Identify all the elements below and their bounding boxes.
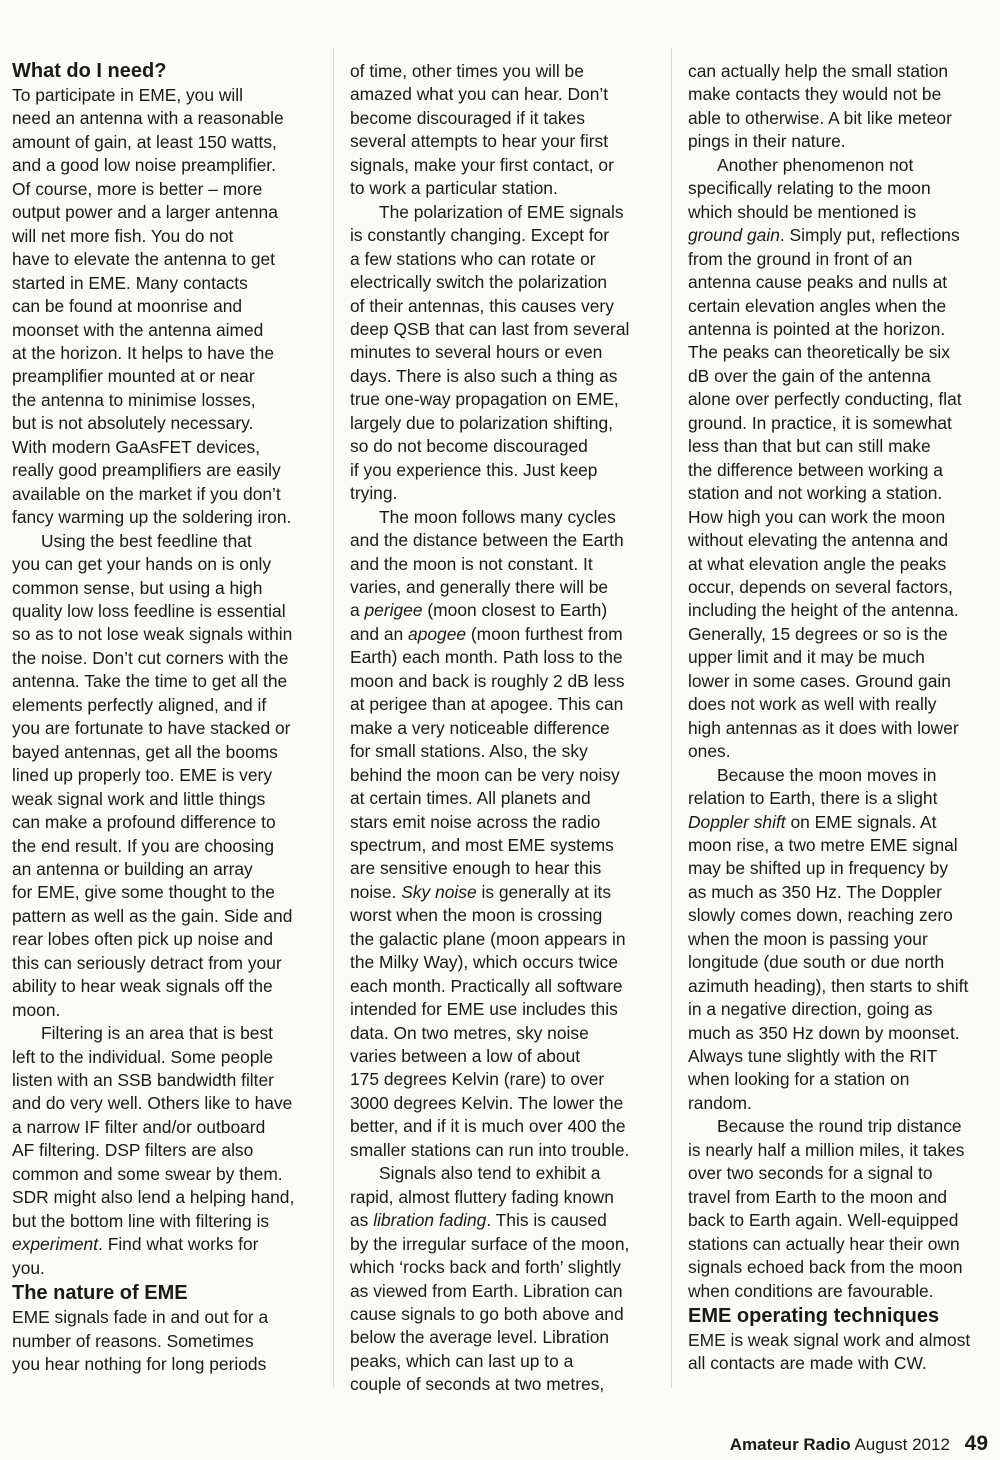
text-line (12, 1233, 318, 1256)
text-segment: (moon closest to Earth) (422, 600, 608, 621)
section-heading: The nature of EME (12, 1282, 188, 1305)
text-line: EME is weak signal work and almost (688, 1330, 971, 1351)
text-line: back to Earth again. Well-equipped (688, 1210, 959, 1231)
text-line: available on the market if you don’t (12, 483, 281, 504)
paragraph-first-line: Signals also tend to exhibit a (379, 1163, 601, 1184)
text-line: pattern as well as the gain. Side and (12, 905, 293, 926)
text-line: as much as 350 Hz. The Doppler (688, 881, 942, 902)
text-line: number of reasons. Sometimes (12, 1330, 254, 1351)
text-line: antenna is pointed at the horizon. (688, 318, 946, 339)
text-line: Of course, more is better – more (12, 178, 263, 199)
text-line: listen with an SSB bandwidth filter (12, 1070, 274, 1091)
text-line: upper limit and it may be much (688, 647, 925, 668)
text-line: alone over perfectly conducting, flat (688, 389, 962, 410)
text-line: ability to hear weak signals off the (12, 976, 273, 997)
text-line: ground. In practice, it is somewhat (688, 412, 952, 433)
text-line: azimuth heading), then starts to shift (688, 975, 969, 996)
italic-term: Sky noise (401, 881, 477, 902)
text-line: data. On two metres, sky noise (350, 1022, 589, 1043)
text-line: and the distance between the Earth (350, 530, 624, 551)
text-line: each month. Practically all software (350, 975, 623, 996)
article-column-2 (350, 60, 656, 1397)
column-divider (671, 48, 672, 1388)
text-line: The peaks can theoretically be six (688, 342, 950, 363)
text-line: rear lobes often pick up noise and (12, 929, 274, 950)
text-line: of time, other times you will be (350, 61, 584, 81)
text-line: worst when the moon is crossing (350, 905, 603, 926)
text-line: spectrum, and most EME systems (350, 834, 614, 855)
text-line: below the average level. Libration (350, 1327, 610, 1348)
text-line: better, and if it is much over 400 the (350, 1116, 626, 1137)
text-line: minutes to several hours or even (350, 342, 603, 363)
text-line: antenna. Take the time to get all the (12, 671, 288, 692)
column-divider (333, 48, 334, 1388)
text-line: become discouraged if it takes (350, 107, 585, 128)
text-line: AF filtering. DSP filters are also (12, 1140, 254, 1161)
text-line: amazed what you can hear. Don’t (350, 84, 609, 105)
text-line: 3000 degrees Kelvin. The lower the (350, 1092, 624, 1113)
text-line (688, 224, 994, 247)
text-line: EME signals fade in and out for a (12, 1307, 269, 1328)
text-line: Earth) each month. Path loss to the (350, 647, 623, 668)
text-line: for small stations. Also, the sky (350, 741, 588, 762)
text-line: slowly comes down, reaching zero (688, 905, 953, 926)
text-line: if you experience this. Just keep (350, 459, 598, 480)
text-line: at the horizon. It helps to have the (12, 342, 274, 363)
text-line: With modern GaAsFET devices, (12, 436, 261, 457)
text-line: the end result. If you are choosing (12, 835, 274, 856)
text-line: varies, and generally there will be (350, 576, 609, 597)
text-line: all contacts are made with CW. (688, 1353, 927, 1374)
paragraph-first-line: Using the best feedline that (41, 530, 252, 551)
text-line: Always tune slightly with the RIT (688, 1046, 938, 1067)
text-line: occur, depends on several factors, (688, 576, 953, 597)
paragraph-first-line: The polarization of EME signals (379, 201, 624, 222)
page-footer (730, 1432, 988, 1456)
paragraph-first-line: Because the round trip distance (717, 1116, 962, 1137)
text-line: make a very noticeable difference (350, 717, 610, 738)
text-line: have to elevate the antenna to get (12, 249, 275, 270)
text-line: a narrow IF filter and/or outboard (12, 1116, 266, 1137)
text-segment: (moon furthest from (466, 623, 623, 644)
article-column-1 (12, 58, 318, 1376)
text-line: signals, make your first contact, or (350, 154, 614, 175)
text-line: by the irregular surface of the moon, (350, 1233, 630, 1254)
text-segment: on EME signals. At (785, 811, 937, 832)
text-line: the galactic plane (moon appears in (350, 928, 626, 949)
text-line: at perigee than at apogee. This can (350, 694, 624, 715)
text-line: are sensitive enough to hear this (350, 858, 602, 879)
text-line (688, 811, 994, 834)
italic-term: Doppler shift (688, 811, 786, 832)
text-line: when looking for a station on (688, 1069, 910, 1090)
text-line: the difference between working a (688, 459, 943, 480)
text-line: the Milky Way), which occurs twice (350, 952, 619, 973)
text-line: peaks, which can last up to a (350, 1350, 574, 1371)
text-line: an antenna or building an array (12, 858, 253, 879)
text-line: high antennas as it does with lower (688, 717, 959, 738)
text-line: varies between a low of about (350, 1046, 581, 1067)
section-heading: EME operating techniques (688, 1305, 940, 1328)
italic-term: perigee (364, 600, 423, 621)
text-line: common sense, but using a high (12, 577, 263, 598)
text-line: relation to Earth, there is a slight (688, 788, 938, 809)
text-line: smaller stations can run into trouble. (350, 1139, 630, 1160)
text-line (350, 881, 656, 904)
text-line: behind the moon can be very noisy (350, 764, 620, 785)
text-line: can be found at moonrise and (12, 296, 243, 317)
text-line: largely due to polarization shifting, (350, 412, 613, 433)
text-line: is nearly half a million miles, it takes (688, 1139, 965, 1160)
text-line: antenna cause peaks and nulls at (688, 272, 948, 293)
italic-term: libration fading (373, 1210, 487, 1231)
text-line: amount of gain, at least 150 watts, (12, 131, 277, 152)
text-line: does not work as well with really (688, 694, 937, 715)
text-line: electrically switch the polarization (350, 272, 608, 293)
text-line: output power and a larger antenna (12, 202, 278, 223)
italic-term: experiment (12, 1234, 99, 1255)
text-line: you. (12, 1257, 45, 1278)
text-line: less than that but can still make (688, 436, 931, 457)
text-line: will net more fish. You do not (12, 225, 234, 246)
text-line: signals echoed back from the moon (688, 1257, 963, 1278)
text-line: moon rise, a two metre EME signal (688, 834, 958, 855)
text-line (350, 1209, 656, 1232)
text-line: much as 350 Hz down by moonset. (688, 1022, 960, 1043)
text-line: can actually help the small station (688, 61, 949, 81)
text-segment: . Simply put, reflections (779, 225, 960, 246)
text-line: as viewed from Earth. Libration can (350, 1280, 623, 1301)
text-line: including the height of the antenna. (688, 600, 959, 621)
text-line: of their antennas, this causes very (350, 295, 614, 316)
text-line: the antenna to minimise losses, (12, 389, 256, 410)
text-line: lined up properly too. EME is very (12, 765, 273, 786)
text-line: so do not become discouraged (350, 436, 588, 457)
text-segment: a (350, 600, 365, 621)
text-line: several attempts to hear your first (350, 131, 609, 152)
section-heading: What do I need? (12, 60, 167, 82)
text-line: over two seconds for a signal to (688, 1163, 933, 1184)
text-line: so as to not lose weak signals within (12, 624, 293, 645)
text-line: you can get your hands on is only (12, 554, 272, 575)
text-line: is constantly changing. Except for (350, 225, 610, 246)
text-line: which should be mentioned is (688, 201, 917, 222)
text-segment: is generally at its (476, 881, 612, 902)
text-line: which ‘rocks back and forth’ slightly (350, 1257, 621, 1278)
text-line: lower in some cases. Ground gain (688, 670, 951, 691)
text-line: at certain times. All planets and (350, 788, 591, 809)
text-line: station and not working a station. (688, 483, 943, 504)
text-line: How high you can work the moon (688, 506, 946, 527)
text-line: bayed antennas, get all the booms (12, 741, 278, 762)
text-line: and do very well. Others like to have (12, 1093, 293, 1114)
text-line: rapid, almost fluttery fading known (350, 1186, 614, 1207)
text-line: pings in their nature. (688, 131, 846, 152)
text-line: 175 degrees Kelvin (rare) to over (350, 1069, 605, 1090)
text-line: preamplifier mounted at or near (12, 366, 255, 387)
text-line: certain elevation angles when the (688, 295, 947, 316)
text-line: ones. (688, 741, 731, 762)
text-line (350, 599, 656, 622)
text-line: make contacts they would not be (688, 84, 942, 105)
text-line: this can seriously detract from your (12, 952, 282, 973)
text-line: cause signals to go both above and (350, 1304, 624, 1325)
text-segment: as (350, 1210, 374, 1231)
text-line: stars emit noise across the radio (350, 811, 601, 832)
text-line: SDR might also lend a helping hand, (12, 1187, 295, 1208)
text-line: specifically relating to the moon (688, 178, 931, 199)
text-line: quality low loss feedline is essential (12, 600, 286, 621)
text-line: the noise. Don’t cut corners with the (12, 647, 289, 668)
text-line: a few stations who can rotate or (350, 248, 596, 269)
text-line: left to the individual. Some people (12, 1046, 274, 1067)
paragraph-first-line: Another phenomenon not (717, 154, 914, 175)
text-line: Generally, 15 degrees or so is the (688, 623, 948, 644)
text-line: fancy warming up the soldering iron. (12, 507, 292, 528)
text-line: moon. (12, 999, 61, 1020)
italic-term: ground gain (688, 225, 780, 246)
text-line: when conditions are favourable. (688, 1280, 934, 1301)
text-line: and the moon is not constant. It (350, 553, 593, 574)
text-segment: and an (350, 623, 409, 644)
text-line: dB over the gain of the antenna (688, 365, 931, 386)
magazine-name: Amateur Radio (729, 1435, 851, 1454)
text-line: intended for EME use includes this (350, 999, 618, 1020)
issue-date: August 2012 (854, 1435, 950, 1454)
text-line: when the moon is passing your (688, 928, 928, 949)
text-line: for EME, give some thought to the (12, 882, 275, 903)
text-line: need an antenna with a reasonable (12, 108, 284, 129)
text-line: random. (688, 1092, 752, 1113)
article-column-3 (688, 60, 994, 1376)
text-line: To participate in EME, you will (12, 85, 244, 105)
text-line: but the bottom line with filtering is (12, 1210, 270, 1231)
paragraph-first-line: Because the moon moves in (717, 764, 937, 785)
text-line: started in EME. Many contacts (12, 272, 248, 293)
paragraph-first-line: Filtering is an area that is best (41, 1023, 273, 1044)
text-line: you hear nothing for long periods (12, 1354, 267, 1375)
text-line: elements perfectly aligned, and if (12, 694, 267, 715)
text-line: and a good low noise preamplifier. (12, 155, 276, 176)
text-line: at what elevation angle the peaks (688, 553, 947, 574)
text-line: moonset with the antenna aimed (12, 319, 264, 340)
page-number: 49 (964, 1432, 988, 1455)
text-segment: noise. (350, 881, 402, 902)
text-line: couple of seconds at two metres, (350, 1374, 605, 1395)
text-line: can make a profound difference to (12, 812, 276, 833)
text-line: in a negative direction, going as (688, 999, 933, 1020)
paragraph-first-line: The moon follows many cycles (379, 506, 616, 527)
text-line: but is not absolutely necessary. (12, 413, 254, 434)
text-line: stations can actually hear their own (688, 1233, 960, 1254)
text-line: common and some swear by them. (12, 1163, 283, 1184)
text-line: may be shifted up in frequency by (688, 858, 949, 879)
text-line: able to otherwise. A bit like meteor (688, 107, 952, 128)
text-line: from the ground in front of an (688, 248, 913, 269)
text-line: moon and back is roughly 2 dB less (350, 670, 625, 691)
text-line: to work a particular station. (350, 178, 558, 199)
text-line: weak signal work and little things (12, 788, 266, 809)
text-line: longitude (due south or due north (688, 952, 945, 973)
text-line (350, 623, 656, 646)
text-line: without elevating the antenna and (688, 530, 949, 551)
text-line: trying. (350, 483, 398, 504)
text-line: days. There is also such a thing as (350, 365, 618, 386)
italic-term: apogee (408, 623, 467, 644)
text-line: true one-way propagation on EME, (350, 389, 619, 410)
text-line: really good preamplifiers are easily (12, 460, 281, 481)
text-segment: . This is caused (486, 1210, 607, 1231)
text-line: you are fortunate to have stacked or (12, 718, 291, 739)
text-line: deep QSB that can last from several (350, 318, 630, 339)
text-line: travel from Earth to the moon and (688, 1186, 948, 1207)
text-segment: . Find what works for (98, 1234, 259, 1255)
